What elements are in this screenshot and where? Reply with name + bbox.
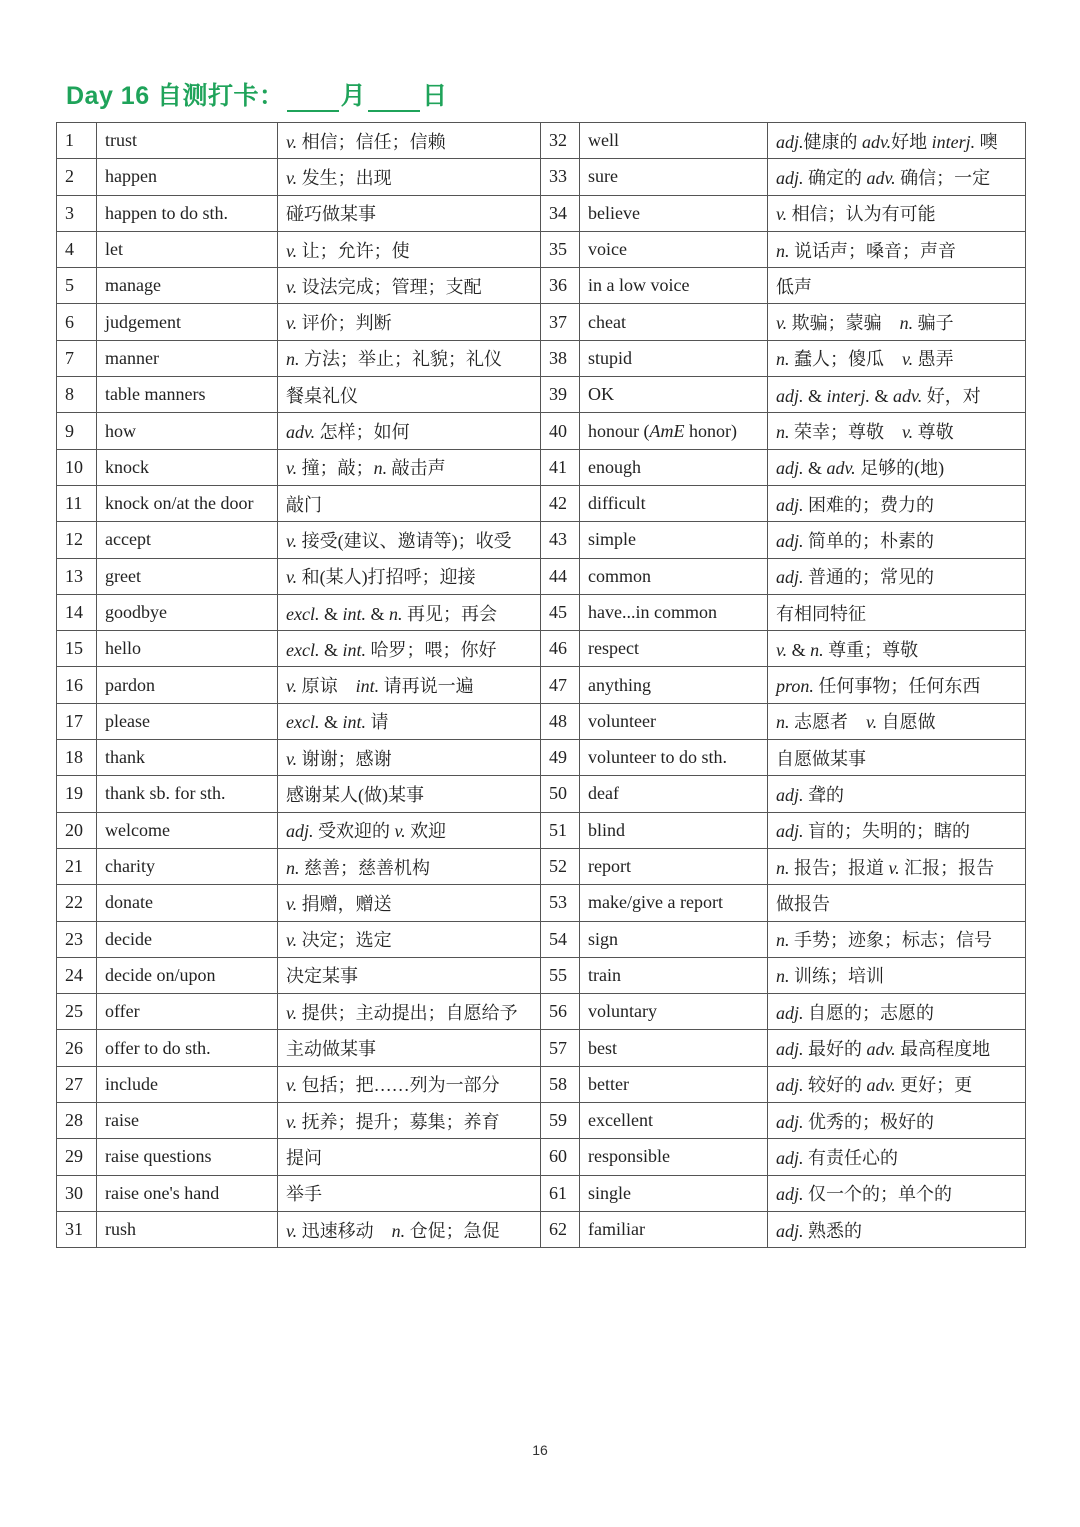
table-row [57,1066,1026,1102]
entry-number: 26 [57,1030,97,1066]
entry-word: responsible [580,1139,768,1175]
page-number: 16 [532,1442,548,1458]
entry-number: 7 [57,340,97,376]
entry-number: 34 [541,195,580,231]
table-row [57,558,1026,594]
table-row [57,1030,1026,1066]
entry-meaning: n. 说话声；嗓音；声音 [768,231,1026,267]
entry-number: 11 [57,485,97,521]
entry-word: decide [97,921,278,957]
entry-word: cheat [580,304,768,340]
entry-word: sure [580,159,768,195]
entry-word: volunteer to do sth. [580,740,768,776]
entry-number: 14 [57,594,97,630]
table-row [57,413,1026,449]
entry-number: 24 [57,957,97,993]
table-row [57,1103,1026,1139]
entry-number: 33 [541,159,580,195]
entry-word: enough [580,449,768,485]
table-row [57,123,1026,159]
entry-word: offer [97,994,278,1030]
entry-meaning: v. 迅速移动 n. 仓促；急促 [278,1211,541,1247]
entry-number: 39 [541,377,580,413]
table-row [57,340,1026,376]
entry-word: in a low voice [580,268,768,304]
entry-number: 48 [541,703,580,739]
entry-word: difficult [580,485,768,521]
entry-number: 54 [541,921,580,957]
entry-number: 13 [57,558,97,594]
entry-number: 62 [541,1211,580,1247]
entry-word: goodbye [97,594,278,630]
entry-meaning: v. 让；允许；使 [278,231,541,267]
entry-number: 37 [541,304,580,340]
entry-number: 12 [57,522,97,558]
entry-number: 23 [57,921,97,957]
entry-meaning: v. 设法完成；管理；支配 [278,268,541,304]
entry-number: 16 [57,667,97,703]
entry-meaning: 碰巧做某事 [278,195,541,231]
entry-word: stupid [580,340,768,376]
entry-word: happen [97,159,278,195]
entry-meaning: v. 评价；判断 [278,304,541,340]
entry-word: believe [580,195,768,231]
entry-number: 18 [57,740,97,776]
table-row [57,921,1026,957]
entry-meaning: v. 和(某人)打招呼；迎接 [278,558,541,594]
entry-meaning: excl. & int. 请 [278,703,541,739]
table-row [57,1175,1026,1211]
entry-number: 57 [541,1030,580,1066]
entry-meaning: adj. 确定的 adv. 确信；一定 [768,159,1026,195]
entry-number: 27 [57,1066,97,1102]
entry-meaning: 主动做某事 [278,1030,541,1066]
entry-number: 52 [541,848,580,884]
entry-word: decide on/upon [97,957,278,993]
entry-number: 8 [57,377,97,413]
entry-number: 40 [541,413,580,449]
entry-meaning: adj.健康的 adv.好地 interj. 噢 [768,123,1026,159]
entry-number: 17 [57,703,97,739]
entry-number: 29 [57,1139,97,1175]
entry-word: table manners [97,377,278,413]
entry-word: pardon [97,667,278,703]
entry-number: 4 [57,231,97,267]
entry-meaning: adj. 困难的；费力的 [768,485,1026,521]
entry-word: charity [97,848,278,884]
entry-meaning: 低声 [768,268,1026,304]
entry-number: 22 [57,885,97,921]
entry-number: 49 [541,740,580,776]
entry-number: 10 [57,449,97,485]
table-row [57,449,1026,485]
entry-meaning: v. 抚养；提升；募集；养育 [278,1103,541,1139]
entry-word: excellent [580,1103,768,1139]
entry-meaning: n. 荣幸；尊敬 v. 尊敬 [768,413,1026,449]
entry-meaning: v. 捐赠，赠送 [278,885,541,921]
table-row [57,957,1026,993]
entry-meaning: v. 提供；主动提出；自愿给予 [278,994,541,1030]
table-row [57,776,1026,812]
entry-meaning: adv. 怎样；如何 [278,413,541,449]
entry-meaning: v. 谢谢；感谢 [278,740,541,776]
entry-number: 59 [541,1103,580,1139]
entry-word: report [580,848,768,884]
entry-meaning: v. 欺骗；蒙骗 n. 骗子 [768,304,1026,340]
entry-number: 46 [541,631,580,667]
table-row [57,885,1026,921]
entry-meaning: 敲门 [278,485,541,521]
entry-word: greet [97,558,278,594]
entry-word: simple [580,522,768,558]
entry-word: please [97,703,278,739]
entry-word: thank sb. for sth. [97,776,278,812]
entry-word: deaf [580,776,768,812]
entry-meaning: adj. 最好的 adv. 最高程度地 [768,1030,1026,1066]
table-row [57,522,1026,558]
entry-meaning: adj. & interj. & adv. 好，对 [768,377,1026,413]
entry-word: well [580,123,768,159]
entry-word: blind [580,812,768,848]
entry-word: knock [97,449,278,485]
day-blank [368,88,420,112]
entry-word: common [580,558,768,594]
entry-word: volunteer [580,703,768,739]
entry-word: happen to do sth. [97,195,278,231]
entry-meaning: 感谢某人(做)某事 [278,776,541,812]
entry-word: donate [97,885,278,921]
table-row [57,1211,1026,1247]
entry-word: have...in common [580,594,768,630]
entry-number: 51 [541,812,580,848]
entry-word: better [580,1066,768,1102]
entry-meaning: v. 包括；把……列为一部分 [278,1066,541,1102]
entry-number: 53 [541,885,580,921]
entry-meaning: adj. 自愿的；志愿的 [768,994,1026,1030]
vocabulary-table-body [57,123,1026,1248]
entry-meaning: adj. & adv. 足够的(地) [768,449,1026,485]
entry-number: 61 [541,1175,580,1211]
entry-word: let [97,231,278,267]
entry-number: 35 [541,231,580,267]
entry-meaning: v. 发生；出现 [278,159,541,195]
entry-word: OK [580,377,768,413]
entry-meaning: adj. 简单的；朴素的 [768,522,1026,558]
table-row [57,231,1026,267]
entry-number: 56 [541,994,580,1030]
entry-meaning: adj. 盲的；失明的；瞎的 [768,812,1026,848]
entry-number: 44 [541,558,580,594]
entry-word: familiar [580,1211,768,1247]
entry-number: 32 [541,123,580,159]
entry-number: 19 [57,776,97,812]
entry-meaning: adj. 熟悉的 [768,1211,1026,1247]
entry-word: raise one's hand [97,1175,278,1211]
table-row [57,1139,1026,1175]
entry-word: manage [97,268,278,304]
entry-word: welcome [97,812,278,848]
entry-meaning: v. 决定；选定 [278,921,541,957]
entry-number: 55 [541,957,580,993]
entry-number: 20 [57,812,97,848]
entry-word: judgement [97,304,278,340]
entry-meaning: pron. 任何事物；任何东西 [768,667,1026,703]
entry-meaning: excl. & int. & n. 再见；再会 [278,594,541,630]
entry-meaning: adj. 优秀的；极好的 [768,1103,1026,1139]
entry-number: 3 [57,195,97,231]
entry-word: honour (AmE honor) [580,413,768,449]
month-blank [287,88,339,112]
entry-meaning: v. 相信；认为有可能 [768,195,1026,231]
entry-word: knock on/at the door [97,485,278,521]
entry-meaning: n. 报告；报道 v. 汇报；报告 [768,848,1026,884]
entry-meaning: 举手 [278,1175,541,1211]
entry-meaning: n. 慈善；慈善机构 [278,848,541,884]
entry-number: 21 [57,848,97,884]
entry-word: single [580,1175,768,1211]
entry-word: respect [580,631,768,667]
table-row [57,812,1026,848]
table-row [57,631,1026,667]
table-row [57,159,1026,195]
entry-meaning: adj. 较好的 adv. 更好；更 [768,1066,1026,1102]
entry-meaning: v. 相信；信任；信赖 [278,123,541,159]
day-label: 日 [422,82,448,110]
entry-word: sign [580,921,768,957]
table-row [57,594,1026,630]
entry-number: 50 [541,776,580,812]
table-row [57,268,1026,304]
entry-meaning: 提问 [278,1139,541,1175]
entry-word: trust [97,123,278,159]
entry-word: voice [580,231,768,267]
entry-number: 30 [57,1175,97,1211]
entry-number: 43 [541,522,580,558]
entry-meaning: adj. 聋的 [768,776,1026,812]
entry-meaning: n. 志愿者 v. 自愿做 [768,703,1026,739]
entry-meaning: n. 蠢人；傻瓜 v. 愚弄 [768,340,1026,376]
entry-word: rush [97,1211,278,1247]
table-row [57,485,1026,521]
entry-number: 58 [541,1066,580,1102]
entry-word: thank [97,740,278,776]
table-row [57,740,1026,776]
table-row [57,703,1026,739]
entry-meaning: n. 训练；培训 [768,957,1026,993]
entry-word: hello [97,631,278,667]
entry-word: include [97,1066,278,1102]
entry-number: 36 [541,268,580,304]
month-label: 月 [340,82,367,110]
entry-meaning: adj. 有责任心的 [768,1139,1026,1175]
entry-meaning: adj. 仅一个的；单个的 [768,1175,1026,1211]
entry-meaning: v. & n. 尊重；尊敬 [768,631,1026,667]
entry-number: 6 [57,304,97,340]
entry-meaning: 决定某事 [278,957,541,993]
table-row [57,377,1026,413]
entry-meaning: v. 原谅 int. 请再说一遍 [278,667,541,703]
entry-word: raise [97,1103,278,1139]
entry-meaning: excl. & int. 哈罗；喂；你好 [278,631,541,667]
page-title [66,76,448,112]
entry-number: 28 [57,1103,97,1139]
entry-meaning: n. 手势；迹象；标志；信号 [768,921,1026,957]
entry-meaning: adj. 普通的；常见的 [768,558,1026,594]
entry-word: best [580,1030,768,1066]
entry-number: 31 [57,1211,97,1247]
vocabulary-table [56,122,1026,1248]
entry-word: train [580,957,768,993]
table-row [57,994,1026,1030]
entry-number: 38 [541,340,580,376]
entry-meaning: v. 撞；敲；n. 敲击声 [278,449,541,485]
entry-number: 41 [541,449,580,485]
entry-number: 45 [541,594,580,630]
entry-word: how [97,413,278,449]
entry-meaning: 有相同特征 [768,594,1026,630]
entry-number: 42 [541,485,580,521]
entry-word: voluntary [580,994,768,1030]
entry-number: 5 [57,268,97,304]
entry-word: make/give a report [580,885,768,921]
entry-word: anything [580,667,768,703]
entry-meaning: 自愿做某事 [768,740,1026,776]
entry-number: 9 [57,413,97,449]
entry-word: accept [97,522,278,558]
entry-meaning: v. 接受(建议、邀请等)；收受 [278,522,541,558]
table-row [57,195,1026,231]
entry-number: 15 [57,631,97,667]
table-row [57,848,1026,884]
entry-word: raise questions [97,1139,278,1175]
entry-meaning: 餐桌礼仪 [278,377,541,413]
table-row [57,667,1026,703]
entry-number: 25 [57,994,97,1030]
entry-number: 2 [57,159,97,195]
entry-word: manner [97,340,278,376]
table-row [57,304,1026,340]
entry-number: 60 [541,1139,580,1175]
entry-meaning: 做报告 [768,885,1026,921]
entry-meaning: adj. 受欢迎的 v. 欢迎 [278,812,541,848]
entry-number: 1 [57,123,97,159]
entry-number: 47 [541,667,580,703]
entry-meaning: n. 方法；举止；礼貌；礼仪 [278,340,541,376]
entry-word: offer to do sth. [97,1030,278,1066]
title-prefix: Day 16 自测打卡： [66,82,285,110]
